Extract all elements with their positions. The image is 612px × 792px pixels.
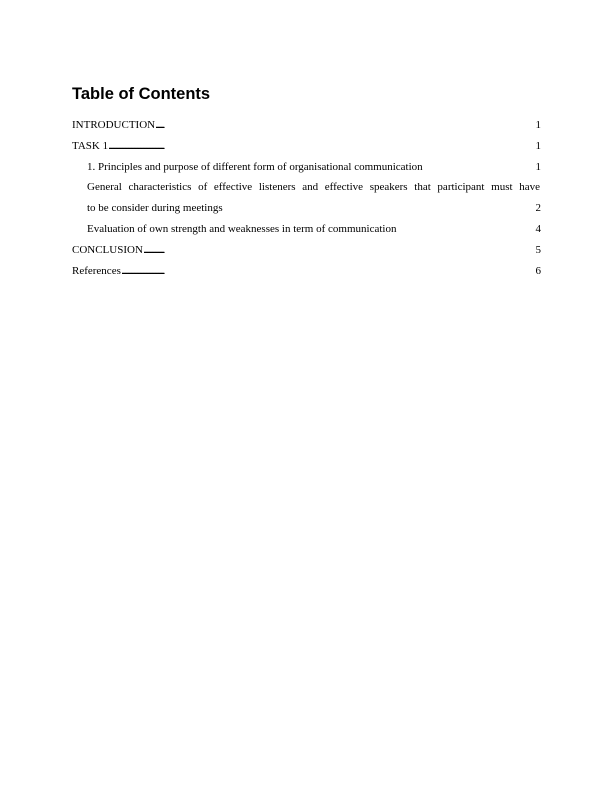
dot-leader: [72, 261, 541, 282]
toc-entry-page: 4: [535, 219, 542, 240]
toc-entry-title: Evaluation of own strength and weaknesses in term of communication: [87, 222, 397, 235]
toc-entry-conclusion[interactable]: [72, 240, 541, 261]
toc-entry-title: General characteristics of effective listeners and effective speakers that participant must have: [87, 181, 540, 194]
toc-entry-page: 1: [535, 157, 542, 178]
toc-list: [72, 115, 541, 281]
toc-entry-title: INTRODUCTION: [72, 119, 156, 131]
toc-entry-page: 1: [535, 136, 542, 157]
toc-entry-evaluation[interactable]: [87, 219, 541, 240]
toc-entry-task-1[interactable]: [72, 136, 541, 157]
toc-entry-principles[interactable]: [87, 157, 541, 178]
toc-entry-page: 6: [535, 261, 542, 282]
toc-entry-title: References: [72, 264, 121, 277]
dot-leader: [72, 136, 541, 157]
toc-entry-characteristics-line-1[interactable]: [87, 177, 541, 198]
toc-entry-references[interactable]: [72, 261, 541, 282]
toc-entry-introduction[interactable]: [72, 115, 541, 136]
toc-entry-page: 5: [535, 240, 542, 261]
toc-heading: Table of Contents: [72, 85, 211, 103]
toc-entry-title: TASK 1: [72, 139, 109, 152]
toc-entry-page: 2: [535, 198, 542, 219]
toc-entry-characteristics-line-2[interactable]: [87, 198, 541, 219]
toc-entry-page: 1: [535, 115, 542, 136]
toc-entry-title: CONCLUSION: [72, 243, 143, 256]
toc-entry-title: to be consider during meetings: [87, 202, 223, 215]
toc-entry-title: 1. Principles and purpose of different form of organisational communication: [87, 160, 423, 173]
